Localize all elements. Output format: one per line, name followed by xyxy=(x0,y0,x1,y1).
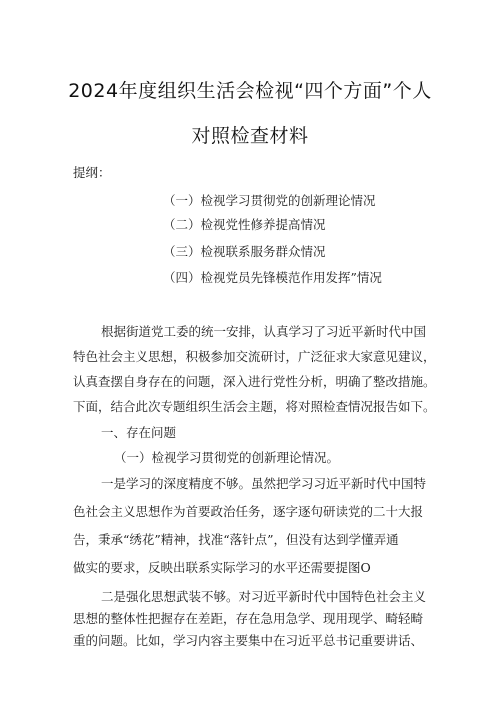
paragraph-line: 一是学习的深度精度不够。虽然把学习习近平新时代中国特 xyxy=(101,476,427,491)
outline-item: （三）检视联系服务群众情况 xyxy=(163,244,326,259)
paragraph-line: 二是强化思想武装不够。对习近平新时代中国特色社会主义 xyxy=(101,589,427,604)
section-heading: 一、存在问题 xyxy=(101,425,177,440)
outline-item: （四）检视党员先锋模范作用发挥”情况 xyxy=(163,270,382,285)
paragraph-line: 重的问题。比如，学习内容主要集中在习近平总书记重要讲话、 xyxy=(73,633,424,648)
intro-line: 认真查摆自身存在的问题，深入进行党性分析，明确了整改措施。 xyxy=(73,374,436,389)
intro-line: 根据街道党工委的统一安排，认真学习了习近平新时代中国 xyxy=(101,324,427,339)
paragraph-line: 做实的要求，反映出联系实际学习的水平还需要提图O xyxy=(73,560,371,575)
paragraph-line: 色社会主义思想作为首要政治任务，逐字逐句研读党的二十大报 xyxy=(73,504,424,519)
paragraph-line: 告，秉承“绣花”精神，找准“落针点”，但没有达到学懂弄通 xyxy=(73,532,399,547)
intro-line: 下面，结合此次专题组织生活会主题，将对照检查情况报告如下。 xyxy=(73,399,436,414)
outline-label: 提纲： xyxy=(73,165,111,180)
intro-line: 特色社会主义思想，积极参加交流研讨，广泛征求大家意见建议， xyxy=(73,349,436,364)
outline-item: （二）检视党性修养提高情况 xyxy=(163,217,326,232)
document-title-line-1: 2024年度组织生活会检视“四个方面”个人 xyxy=(68,80,432,102)
outline-item: （一）检视学习贯彻党的创新理论情况 xyxy=(163,193,376,208)
paragraph-line: 思想的整体性把握存在差距，存在急用急学、现用现学、畸轻畸 xyxy=(73,611,424,626)
document-title-line-2: 对照检查材料 xyxy=(191,125,309,147)
section-subheading: （一）检视学习贯彻党的创新理论情况。 xyxy=(114,450,340,465)
